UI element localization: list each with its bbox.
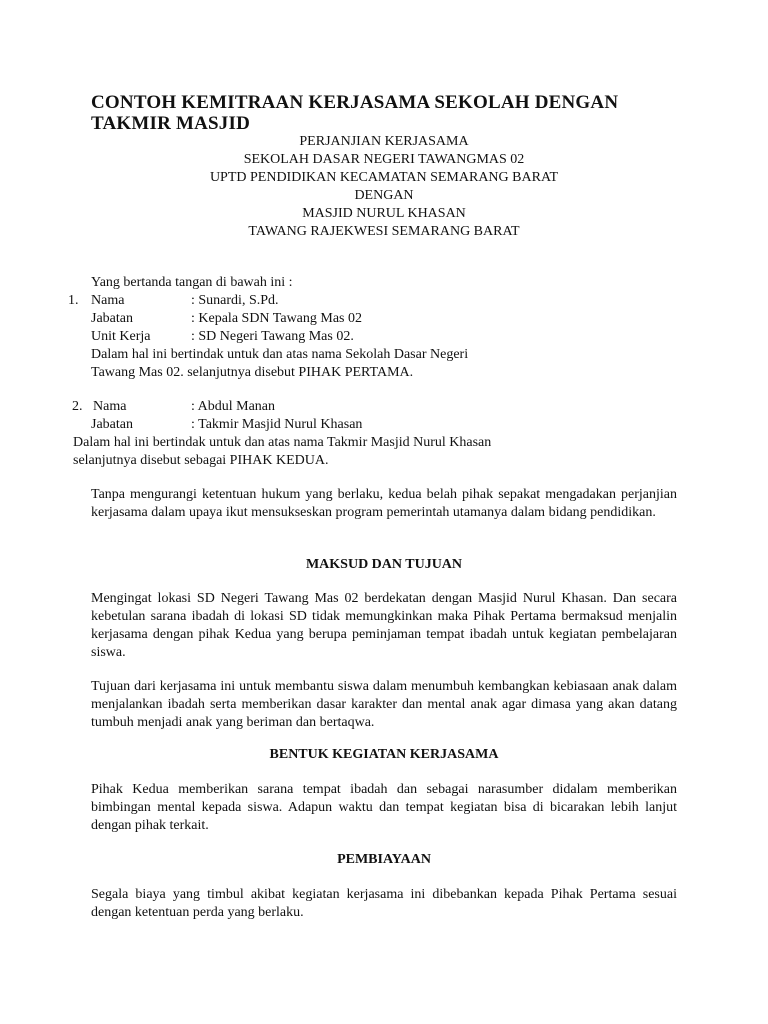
section-heading-purpose: MAKSUD DAN TUJUAN xyxy=(305,557,463,572)
agreement-heading xyxy=(0,133,768,241)
party1-unit-value: : SD Negeri Tawang Mas 02. xyxy=(191,329,354,344)
party2-name-value: : Abdul Manan xyxy=(191,399,275,414)
intro-text: Yang bertanda tangan di bawah ini : xyxy=(91,275,293,290)
document-title: CONTOH KEMITRAAN KERJASAMA SEKOLAH DENGAN TAKMIR MASJID xyxy=(91,92,619,134)
party2-number: 2. xyxy=(72,399,83,414)
party1-position-value: : Kepala SDN Tawang Mas 02 xyxy=(191,311,363,326)
party2-description-line1: Dalam hal ini bertindak untuk dan atas nama Takmir Masjid Nurul Khasan xyxy=(73,435,492,450)
heading-line: SEKOLAH DASAR NEGERI TAWANGMAS 02 xyxy=(243,152,525,167)
activity-paragraph: Pihak Kedua memberikan sarana tempat ibadah dan sebagai narasumber didalam memberikan bimbingan mental kepada siswa. Adapun waktu dan tempat kegiatan bisa di bicarakan lebih lanjut dengan pihak terkait. xyxy=(91,782,677,833)
party2-name-label: Nama xyxy=(93,399,127,414)
purpose-paragraph: Mengingat lokasi SD Negeri Tawang Mas 02 berdekatan dengan Masjid Nurul Khasan. Dan secara kebetulan sarana ibadah di lokasi SD tidak memungkinkan maka Pihak Pertama bermaksud menjalin kerjasama dengan pihak Kedua yang berupa peminjaman tempat ibadah untuk kegiatan pembelajaran siswa. xyxy=(91,591,677,660)
heading-line: TAWANG RAJEKWESI SEMARANG BARAT xyxy=(248,224,520,239)
party1-unit-label: Unit Kerja xyxy=(91,329,151,344)
party1-description-line1: Dalam hal ini bertindak untuk dan atas nama Sekolah Dasar Negeri xyxy=(91,347,469,362)
party1-name-value: : Sunardi, S.Pd. xyxy=(191,293,279,308)
heading-line: MASJID NURUL KHASAN xyxy=(302,206,466,221)
party1-number: 1. xyxy=(68,293,79,308)
party2-position-value: : Takmir Masjid Nurul Khasan xyxy=(191,417,363,432)
heading-line: DENGAN xyxy=(354,188,414,203)
party2-description-line2: selanjutnya disebut sebagai PIHAK KEDUA. xyxy=(73,453,329,468)
party2-position-label: Jabatan xyxy=(91,417,133,432)
heading-line: UPTD PENDIDIKAN KECAMATAN SEMARANG BARAT xyxy=(209,170,559,185)
section-heading-funding: PEMBIAYAAN xyxy=(337,852,431,867)
funding-paragraph: Segala biaya yang timbul akibat kegiatan kerjasama ini dibebankan kepada Pihak Pertama sesuai dengan ketentuan perda yang berlaku. xyxy=(91,887,677,920)
heading-line: PERJANJIAN KERJASAMA xyxy=(299,134,469,149)
party1-name-label: Nama xyxy=(91,293,125,308)
party1-description-line2: Tawang Mas 02. selanjutnya disebut PIHAK PERTAMA. xyxy=(91,365,414,380)
preamble-paragraph: Tanpa mengurangi ketentuan hukum yang berlaku, kedua belah pihak sepakat mengadakan perjanjian kerjasama dalam upaya ikut mensukseskan program pemerintah utamanya dalam bidang pendidikan. xyxy=(91,487,677,520)
goal-paragraph: Tujuan dari kerjasama ini untuk membantu siswa dalam menumbuh kembangkan kebiasaan anak dalam menjalankan ibadah serta memberikan dasar karakter dan mental anak agar dimasa yang akan datang tumbuh menjadi anak yang beriman dan bertaqwa. xyxy=(91,679,677,730)
party1-position-label: Jabatan xyxy=(91,311,133,326)
section-heading-activity: BENTUK KEGIATAN KERJASAMA xyxy=(269,747,499,762)
